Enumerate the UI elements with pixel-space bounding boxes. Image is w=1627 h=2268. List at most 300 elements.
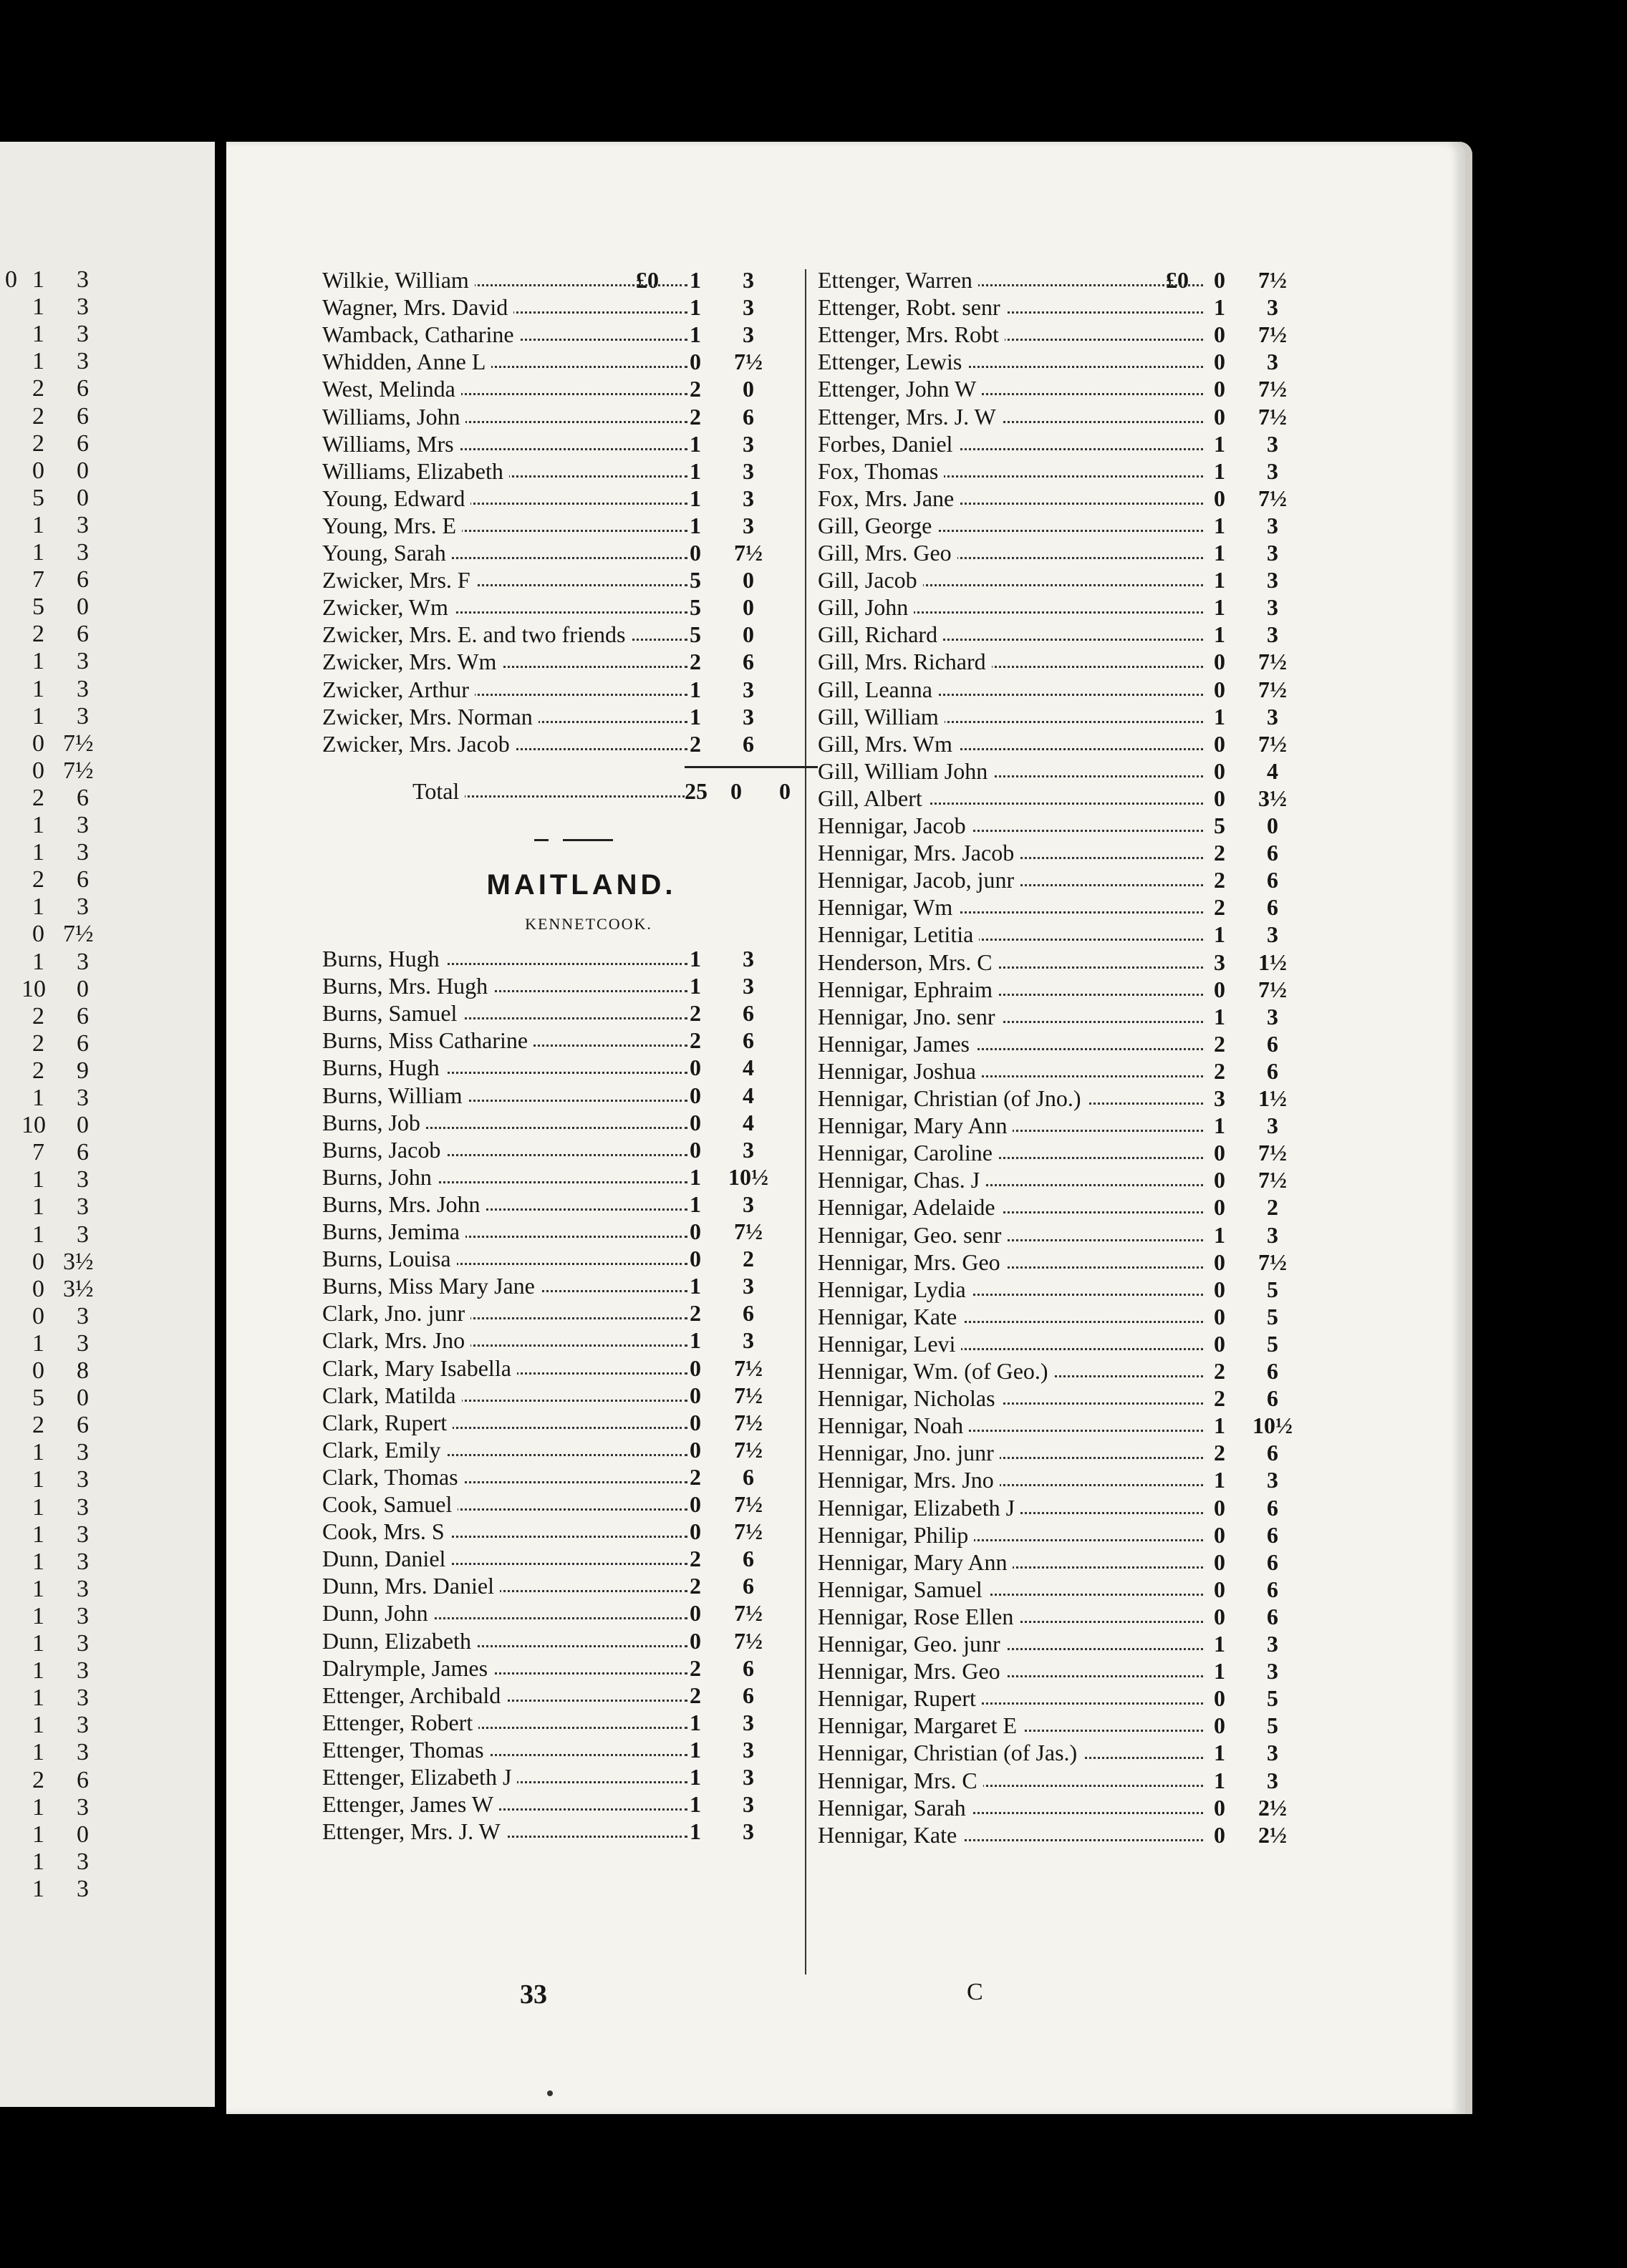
- entry-name-text: Hennigar, Lydia: [818, 1276, 972, 1302]
- entry-name: [322, 1245, 687, 1272]
- entry-name-text: Ettenger, Mrs. J. W: [322, 1818, 506, 1844]
- fragment-row: [0, 294, 215, 321]
- entry-pence: 3: [1267, 1658, 1278, 1685]
- fragment-row: [0, 1030, 215, 1057]
- entry-shillings: 0: [690, 1246, 701, 1272]
- entry-pence: 4: [1267, 757, 1278, 784]
- entry-shillings: 0: [690, 1518, 701, 1545]
- entry-name: [818, 430, 1203, 457]
- fragment-row: [0, 375, 215, 402]
- entry-shillings: 2: [690, 403, 701, 430]
- entry-pence: 7½: [734, 1409, 763, 1435]
- fragment-cell: 3: [77, 1602, 89, 1629]
- entry-pence: 3: [743, 1136, 754, 1163]
- entry-shillings: 1: [690, 1709, 701, 1735]
- fragment-cell: 7½: [63, 757, 94, 784]
- entry-pence: 6: [743, 1654, 754, 1681]
- entry-shillings: 0: [690, 1055, 701, 1081]
- entry-shillings: 1: [1214, 1631, 1225, 1657]
- entry-name: [322, 321, 687, 348]
- fragment-cell: 1: [32, 1193, 44, 1221]
- entry-name: [818, 1166, 1203, 1193]
- entry-name-text: Zwicker, Mrs. Norman: [322, 704, 539, 730]
- entry-pounds: £0: [636, 267, 659, 293]
- entry-name-text: Burns, Hugh: [322, 946, 445, 971]
- fragment-row: [0, 839, 215, 866]
- entry-name-text: Cook, Mrs. S: [322, 1518, 450, 1544]
- entry-shillings: 0: [690, 1354, 701, 1381]
- section-separator: [534, 836, 613, 843]
- entry-shillings: 0: [1214, 321, 1225, 348]
- entry-shillings: 0: [1214, 1140, 1225, 1166]
- fragment-row: [0, 676, 215, 703]
- fragment-cell: 6: [77, 866, 89, 893]
- entry-name-text: Burns, Samuel: [322, 1000, 463, 1026]
- entry-name: [322, 266, 687, 294]
- fragment-row: [0, 1166, 215, 1193]
- fragment-cell: 8: [77, 1357, 89, 1384]
- fragment-cell: 1: [32, 948, 44, 975]
- fragment-row: [0, 648, 215, 675]
- entry-pence: 3: [1267, 1467, 1278, 1493]
- entry-name-text: Wilkie, William: [322, 267, 475, 293]
- entry-name: [322, 566, 687, 593]
- entry-shillings: 1: [1214, 294, 1225, 321]
- fragment-row: [0, 1767, 215, 1794]
- fragment-cell: 1: [32, 1166, 44, 1193]
- entry-name-text: Hennigar, Mrs. Jacob: [818, 840, 1020, 866]
- entry-name-text: Hennigar, Joshua: [818, 1058, 982, 1084]
- entry-pence: 3: [743, 1791, 754, 1818]
- fragment-cell: 3: [77, 1712, 89, 1739]
- fragment-row: [0, 1249, 215, 1276]
- fragment-cell: 3: [77, 893, 89, 921]
- fragment-cell: 2: [32, 1766, 44, 1793]
- entry-name-text: Ettenger, Thomas: [322, 1737, 490, 1763]
- fragment-cell: 1: [32, 812, 44, 838]
- entry-name-text: Dunn, John: [322, 1600, 434, 1626]
- fragment-row: [0, 1003, 215, 1030]
- entry-shillings: 1: [690, 946, 701, 971]
- fragment-row: [0, 1521, 215, 1549]
- entry-pence: 7½: [1258, 321, 1287, 348]
- entry-pence: 6: [743, 1027, 754, 1054]
- entry-shillings: 0: [1214, 1712, 1225, 1739]
- entry-pence: 6: [743, 1573, 754, 1599]
- fragment-cell: 3: [77, 1493, 89, 1521]
- fragment-row: [0, 321, 215, 348]
- entry-pence: 7½: [1258, 485, 1287, 511]
- fragment-row: [0, 703, 215, 730]
- entry-pence: 0: [743, 621, 754, 648]
- fragment-cell: 0: [32, 1275, 44, 1302]
- entry-name: [818, 976, 1203, 1003]
- entry-name: [322, 703, 687, 730]
- fragment-row: [0, 1193, 215, 1221]
- entry-name-text: Burns, Hugh: [322, 1055, 445, 1080]
- fragment-cell: 3: [77, 1793, 89, 1821]
- entry-name: [322, 1682, 687, 1709]
- entry-name: [322, 539, 687, 566]
- entry-shillings: 1: [1214, 512, 1225, 538]
- fragment-row: [0, 1276, 215, 1303]
- entry-name: [322, 1136, 687, 1163]
- entry-name-text: Gill, Leanna: [818, 677, 938, 702]
- entry-name-text: Burns, John: [322, 1164, 438, 1190]
- entry-pence: 7½: [1258, 1140, 1287, 1166]
- column-divider: [805, 269, 806, 1974]
- fragment-cell: 6: [77, 1766, 89, 1793]
- entry-name: [322, 1382, 687, 1409]
- entry-name: [818, 1739, 1203, 1766]
- entry-name-text: Ettenger, Elizabeth J: [322, 1764, 517, 1790]
- entry-name-text: Ettenger, Mrs. J. W: [818, 404, 1002, 430]
- fragment-cell: 3: [77, 1466, 89, 1493]
- entry-pence: 2: [1267, 1194, 1278, 1221]
- fragment-row: [0, 1494, 215, 1521]
- fragment-cell: 2: [32, 866, 44, 893]
- fragment-row: [0, 1630, 215, 1657]
- entry-shillings: 2: [690, 1300, 701, 1327]
- entry-name: [322, 457, 687, 485]
- fragment-cell: 3: [77, 1521, 89, 1548]
- entry-name-text: Zwicker, Wm: [322, 594, 454, 620]
- entry-shillings: 2: [1214, 1030, 1225, 1057]
- entry-shillings: 1: [690, 485, 701, 511]
- entry-name: [322, 999, 687, 1027]
- fragment-cell: 1: [32, 1848, 44, 1875]
- entry-name-text: Hennigar, Christian (of Jas.): [818, 1740, 1083, 1765]
- entry-shillings: 1: [690, 1191, 701, 1217]
- entry-pence: 3: [1267, 1631, 1278, 1657]
- entry-shillings: 1: [1214, 1467, 1225, 1493]
- entry-pence: 3: [1267, 921, 1278, 948]
- entry-name: [818, 676, 1203, 703]
- fragment-cell: 3: [77, 1575, 89, 1602]
- entry-name: [818, 648, 1203, 675]
- entry-name: [818, 949, 1203, 976]
- entry-name-text: Ettenger, Lewis: [818, 349, 967, 374]
- fragment-cell: 0: [32, 1248, 44, 1275]
- entry-pence: 0: [743, 376, 754, 402]
- fragment-cell: 1: [32, 321, 44, 348]
- fragment-cell: 7: [32, 566, 44, 593]
- entry-pence: 3: [743, 485, 754, 511]
- fragment-row: [0, 921, 215, 948]
- entry-shillings: 3: [1214, 1085, 1225, 1111]
- fragment-cell: 0: [77, 593, 89, 621]
- entry-pence: 3: [743, 973, 754, 999]
- fragment-cell: 0: [32, 730, 44, 757]
- fragment-cell: 2: [32, 784, 44, 811]
- entry-pence: 3: [743, 1327, 754, 1354]
- entry-name-text: Clark, Emily: [322, 1437, 446, 1463]
- entry-name-text: Hennigar, Geo. senr: [818, 1222, 1007, 1248]
- entry-name-text: Hennigar, Mrs. Jno: [818, 1467, 1000, 1493]
- entry-name-text: Hennigar, Adelaide: [818, 1194, 1001, 1220]
- entry-name: [818, 1576, 1203, 1603]
- entry-shillings: 0: [690, 1627, 701, 1654]
- entry-pence: 3: [743, 1709, 754, 1735]
- fragment-cell: 6: [77, 784, 89, 811]
- entry-name-text: Williams, John: [322, 404, 465, 430]
- entry-name-text: Hennigar, Samuel: [818, 1576, 988, 1602]
- total-shillings: 0: [730, 778, 742, 804]
- fragment-row: [0, 539, 215, 566]
- entry-name: [322, 348, 687, 375]
- fragment-cell: 1: [32, 702, 44, 730]
- fragment-cell: 6: [77, 430, 89, 457]
- entry-pence: 3: [743, 1764, 754, 1790]
- entry-name: [322, 430, 687, 457]
- entry-pence: 6: [743, 730, 754, 757]
- fragment-row: [0, 1112, 215, 1139]
- entry-shillings: 2: [690, 1000, 701, 1027]
- entry-pence: 7½: [734, 1627, 763, 1654]
- section-heading: MAITLAND.: [486, 869, 677, 901]
- fragment-row: [0, 1685, 215, 1712]
- fragment-row: [0, 1549, 215, 1576]
- fragment-cell: 3: [77, 1221, 89, 1248]
- fragment-row: [0, 785, 215, 812]
- entry-shillings: 0: [1214, 1521, 1225, 1548]
- entry-pence: 7½: [734, 349, 763, 375]
- entry-name-text: Forbes, Daniel: [818, 431, 958, 457]
- fragment-row: [0, 1821, 215, 1848]
- entry-name: [322, 1545, 687, 1572]
- entry-name: [818, 730, 1203, 757]
- entry-shillings: 2: [1214, 1440, 1225, 1466]
- entry-name: [322, 1518, 687, 1545]
- entry-name-text: Gill, Albert: [818, 785, 928, 811]
- fragment-cell: 1: [32, 1221, 44, 1248]
- entry-shillings: 0: [1214, 1494, 1225, 1521]
- fragment-row: [0, 812, 215, 839]
- entry-name-text: Ettenger, Archibald: [322, 1682, 506, 1708]
- entry-shillings: 1: [690, 1736, 701, 1763]
- entry-name-text: Hennigar, Rupert: [818, 1685, 982, 1711]
- entry-shillings: 1: [1214, 921, 1225, 948]
- entry-shillings: 1: [1214, 1740, 1225, 1766]
- entry-shillings: 0: [1214, 730, 1225, 757]
- fragment-row: [0, 1848, 215, 1876]
- entry-pence: 6: [1267, 1358, 1278, 1384]
- entry-name-text: Hennigar, Margaret E: [818, 1712, 1023, 1738]
- entry-name-text: Hennigar, Levi: [818, 1331, 961, 1357]
- entry-pence: 3: [1267, 1767, 1278, 1793]
- entry-pence: 3: [1267, 1113, 1278, 1139]
- signature-mark: C: [967, 1979, 983, 2005]
- entry-name: [322, 1191, 687, 1218]
- fragment-row: [0, 1385, 215, 1412]
- entry-name-text: Gill, Mrs. Wm: [818, 731, 958, 757]
- entry-name: [818, 403, 1203, 430]
- entry-name: [818, 1549, 1203, 1576]
- entry-name: [818, 1193, 1203, 1221]
- entry-pence: 6: [1267, 1057, 1278, 1084]
- entry-shillings: 1: [1214, 1658, 1225, 1685]
- fragment-row: [0, 1085, 215, 1112]
- entry-pence: 4: [743, 1055, 754, 1081]
- entry-name: [818, 1330, 1203, 1357]
- entry-name-text: Ettenger, Warren: [818, 267, 978, 293]
- fragment-cell: 0: [32, 757, 44, 784]
- entry-shillings: 1: [1214, 430, 1225, 457]
- entry-pence: 3: [1267, 567, 1278, 593]
- entry-shillings: 0: [1214, 785, 1225, 811]
- entry-name: [818, 1712, 1203, 1739]
- fragment-row: [0, 1412, 215, 1439]
- fragment-row: [0, 1739, 215, 1766]
- entry-name: [818, 1139, 1203, 1166]
- entry-shillings: 2: [1214, 1057, 1225, 1084]
- entry-pence: 3: [743, 321, 754, 348]
- entry-pence: 3: [1267, 457, 1278, 484]
- entry-shillings: 1: [1214, 457, 1225, 484]
- entry-shillings: 2: [690, 649, 701, 675]
- entry-name: [818, 1657, 1203, 1685]
- entry-name-text: Fox, Thomas: [818, 458, 944, 484]
- entry-pence: 3: [1267, 703, 1278, 730]
- entry-shillings: 0: [1214, 1576, 1225, 1602]
- entry-pence: 7½: [734, 1218, 763, 1244]
- entry-pence: 7½: [1258, 1249, 1287, 1275]
- fragment-cell: 0: [32, 1302, 44, 1329]
- fragment-cell: 3: [77, 839, 89, 866]
- entry-shillings: 2: [1214, 1385, 1225, 1412]
- entry-name: [322, 512, 687, 539]
- entry-name: [322, 1709, 687, 1736]
- entry-name-text: Hennigar, Letitia: [818, 921, 979, 947]
- fragment-cell: 1: [32, 1657, 44, 1685]
- entry-pence: 3: [1267, 540, 1278, 566]
- fragment-cell: 6: [77, 1029, 89, 1057]
- fragment-cell: 2: [32, 1057, 44, 1084]
- entry-name: [818, 375, 1203, 402]
- fragment-row: [0, 730, 215, 757]
- entry-name-text: Burns, Mrs. Hugh: [322, 973, 493, 999]
- facing-page-fragment: [0, 142, 215, 2107]
- entry-shillings: 1: [1214, 621, 1225, 648]
- entry-name: [322, 621, 687, 648]
- entry-name: [818, 457, 1203, 485]
- fragment-cell: 6: [77, 1139, 89, 1166]
- entry-name-text: Hennigar, Noah: [818, 1412, 969, 1438]
- entry-name: [818, 921, 1203, 948]
- entry-name-text: Hennigar, Mrs. Geo: [818, 1658, 1006, 1684]
- entry-pence: 6: [743, 1000, 754, 1027]
- entry-shillings: 3: [1214, 949, 1225, 975]
- fragment-cell: 7½: [63, 730, 94, 757]
- entry-shillings: 2: [1214, 894, 1225, 921]
- fragment-cell: 3: [77, 1302, 89, 1329]
- entry-pence: 6: [1267, 1521, 1278, 1548]
- entry-name: [818, 1003, 1203, 1030]
- entry-pence: 6: [1267, 867, 1278, 893]
- fragment-cell: 6: [77, 566, 89, 593]
- fragment-cell: 5: [32, 593, 44, 621]
- entry-shillings: 0: [1214, 676, 1225, 702]
- entry-pence: 3: [743, 1191, 754, 1217]
- entry-name-text: Gill, John: [818, 594, 914, 620]
- fragment-cell: 7: [32, 1139, 44, 1166]
- fragment-cell: 1: [32, 893, 44, 921]
- entry-name-text: Hennigar, Mary Ann: [818, 1113, 1013, 1138]
- entry-shillings: 2: [690, 376, 701, 402]
- entry-name-text: Burns, Job: [322, 1110, 426, 1135]
- fragment-cell: 3: [77, 1875, 89, 1902]
- fragment-cell: 3: [77, 1630, 89, 1657]
- entry-name: [818, 1821, 1203, 1848]
- entry-name: [322, 485, 687, 512]
- entry-shillings: 0: [1214, 1603, 1225, 1629]
- entry-shillings: 0: [690, 1218, 701, 1244]
- entry-pence: 7½: [734, 1436, 763, 1463]
- entry-name: [818, 593, 1203, 621]
- fragment-cell: 1: [32, 1521, 44, 1548]
- entry-name-text: Gill, Jacob: [818, 567, 923, 593]
- entry-pence: 4: [743, 1109, 754, 1135]
- entry-name-text: Ettenger, Robt. senr: [818, 294, 1006, 320]
- entry-pence: 5: [1267, 1276, 1278, 1302]
- entry-name: [322, 730, 687, 757]
- entry-pence: 7½: [1258, 649, 1287, 675]
- entry-name-text: Hennigar, Wm. (of Geo.): [818, 1358, 1054, 1384]
- entry-shillings: 0: [1214, 1167, 1225, 1193]
- entry-name: [322, 1082, 687, 1109]
- entry-pence: 3: [743, 457, 754, 484]
- fragment-cell: 2: [32, 1029, 44, 1057]
- fragment-cell: 2: [32, 621, 44, 648]
- entry-name: [818, 1057, 1203, 1085]
- entry-name-text: Burns, Jacob: [322, 1137, 446, 1163]
- fragment-cell: 3: [77, 1085, 89, 1111]
- entry-pence: 6: [743, 1463, 754, 1490]
- fragment-cell: 2: [32, 1412, 44, 1439]
- fragment-row: [0, 757, 215, 785]
- fragment-row: [0, 403, 215, 430]
- entry-name-text: Hennigar, Mary Ann: [818, 1549, 1013, 1575]
- entry-pence: 5: [1267, 1712, 1278, 1739]
- entry-name: [322, 1763, 687, 1790]
- entry-shillings: 0: [1214, 267, 1225, 293]
- entry-shillings: 1: [690, 512, 701, 538]
- fragment-row: [0, 1057, 215, 1085]
- entry-shillings: 0: [690, 1109, 701, 1135]
- entry-name: [322, 593, 687, 621]
- entry-name-text: Hennigar, Mrs. C: [818, 1768, 983, 1793]
- entry-shillings: 1: [690, 430, 701, 457]
- fragment-cell: 1: [32, 1875, 44, 1902]
- entry-shillings: 1: [690, 267, 701, 293]
- entry-shillings: 0: [1214, 1194, 1225, 1221]
- entry-pence: 6: [1267, 894, 1278, 921]
- fragment-row: [0, 1712, 215, 1739]
- entry-name-text: Hennigar, Mrs. Geo: [818, 1249, 1006, 1275]
- entry-name-text: Hennigar, Kate: [818, 1304, 962, 1329]
- fragment-cell: 1: [32, 1630, 44, 1657]
- entry-name: [322, 1299, 687, 1327]
- entry-pence: 3: [1267, 512, 1278, 538]
- entry-name: [818, 703, 1203, 730]
- entry-name: [818, 348, 1203, 375]
- entry-name-text: Cook, Samuel: [322, 1491, 458, 1517]
- entry-pence: 6: [1267, 1549, 1278, 1575]
- entry-pence: 7½: [734, 1600, 763, 1627]
- entry-name-text: Gill, Mrs. Geo: [818, 540, 957, 566]
- entry-name: [818, 1466, 1203, 1493]
- entry-pence: 3: [1267, 1003, 1278, 1029]
